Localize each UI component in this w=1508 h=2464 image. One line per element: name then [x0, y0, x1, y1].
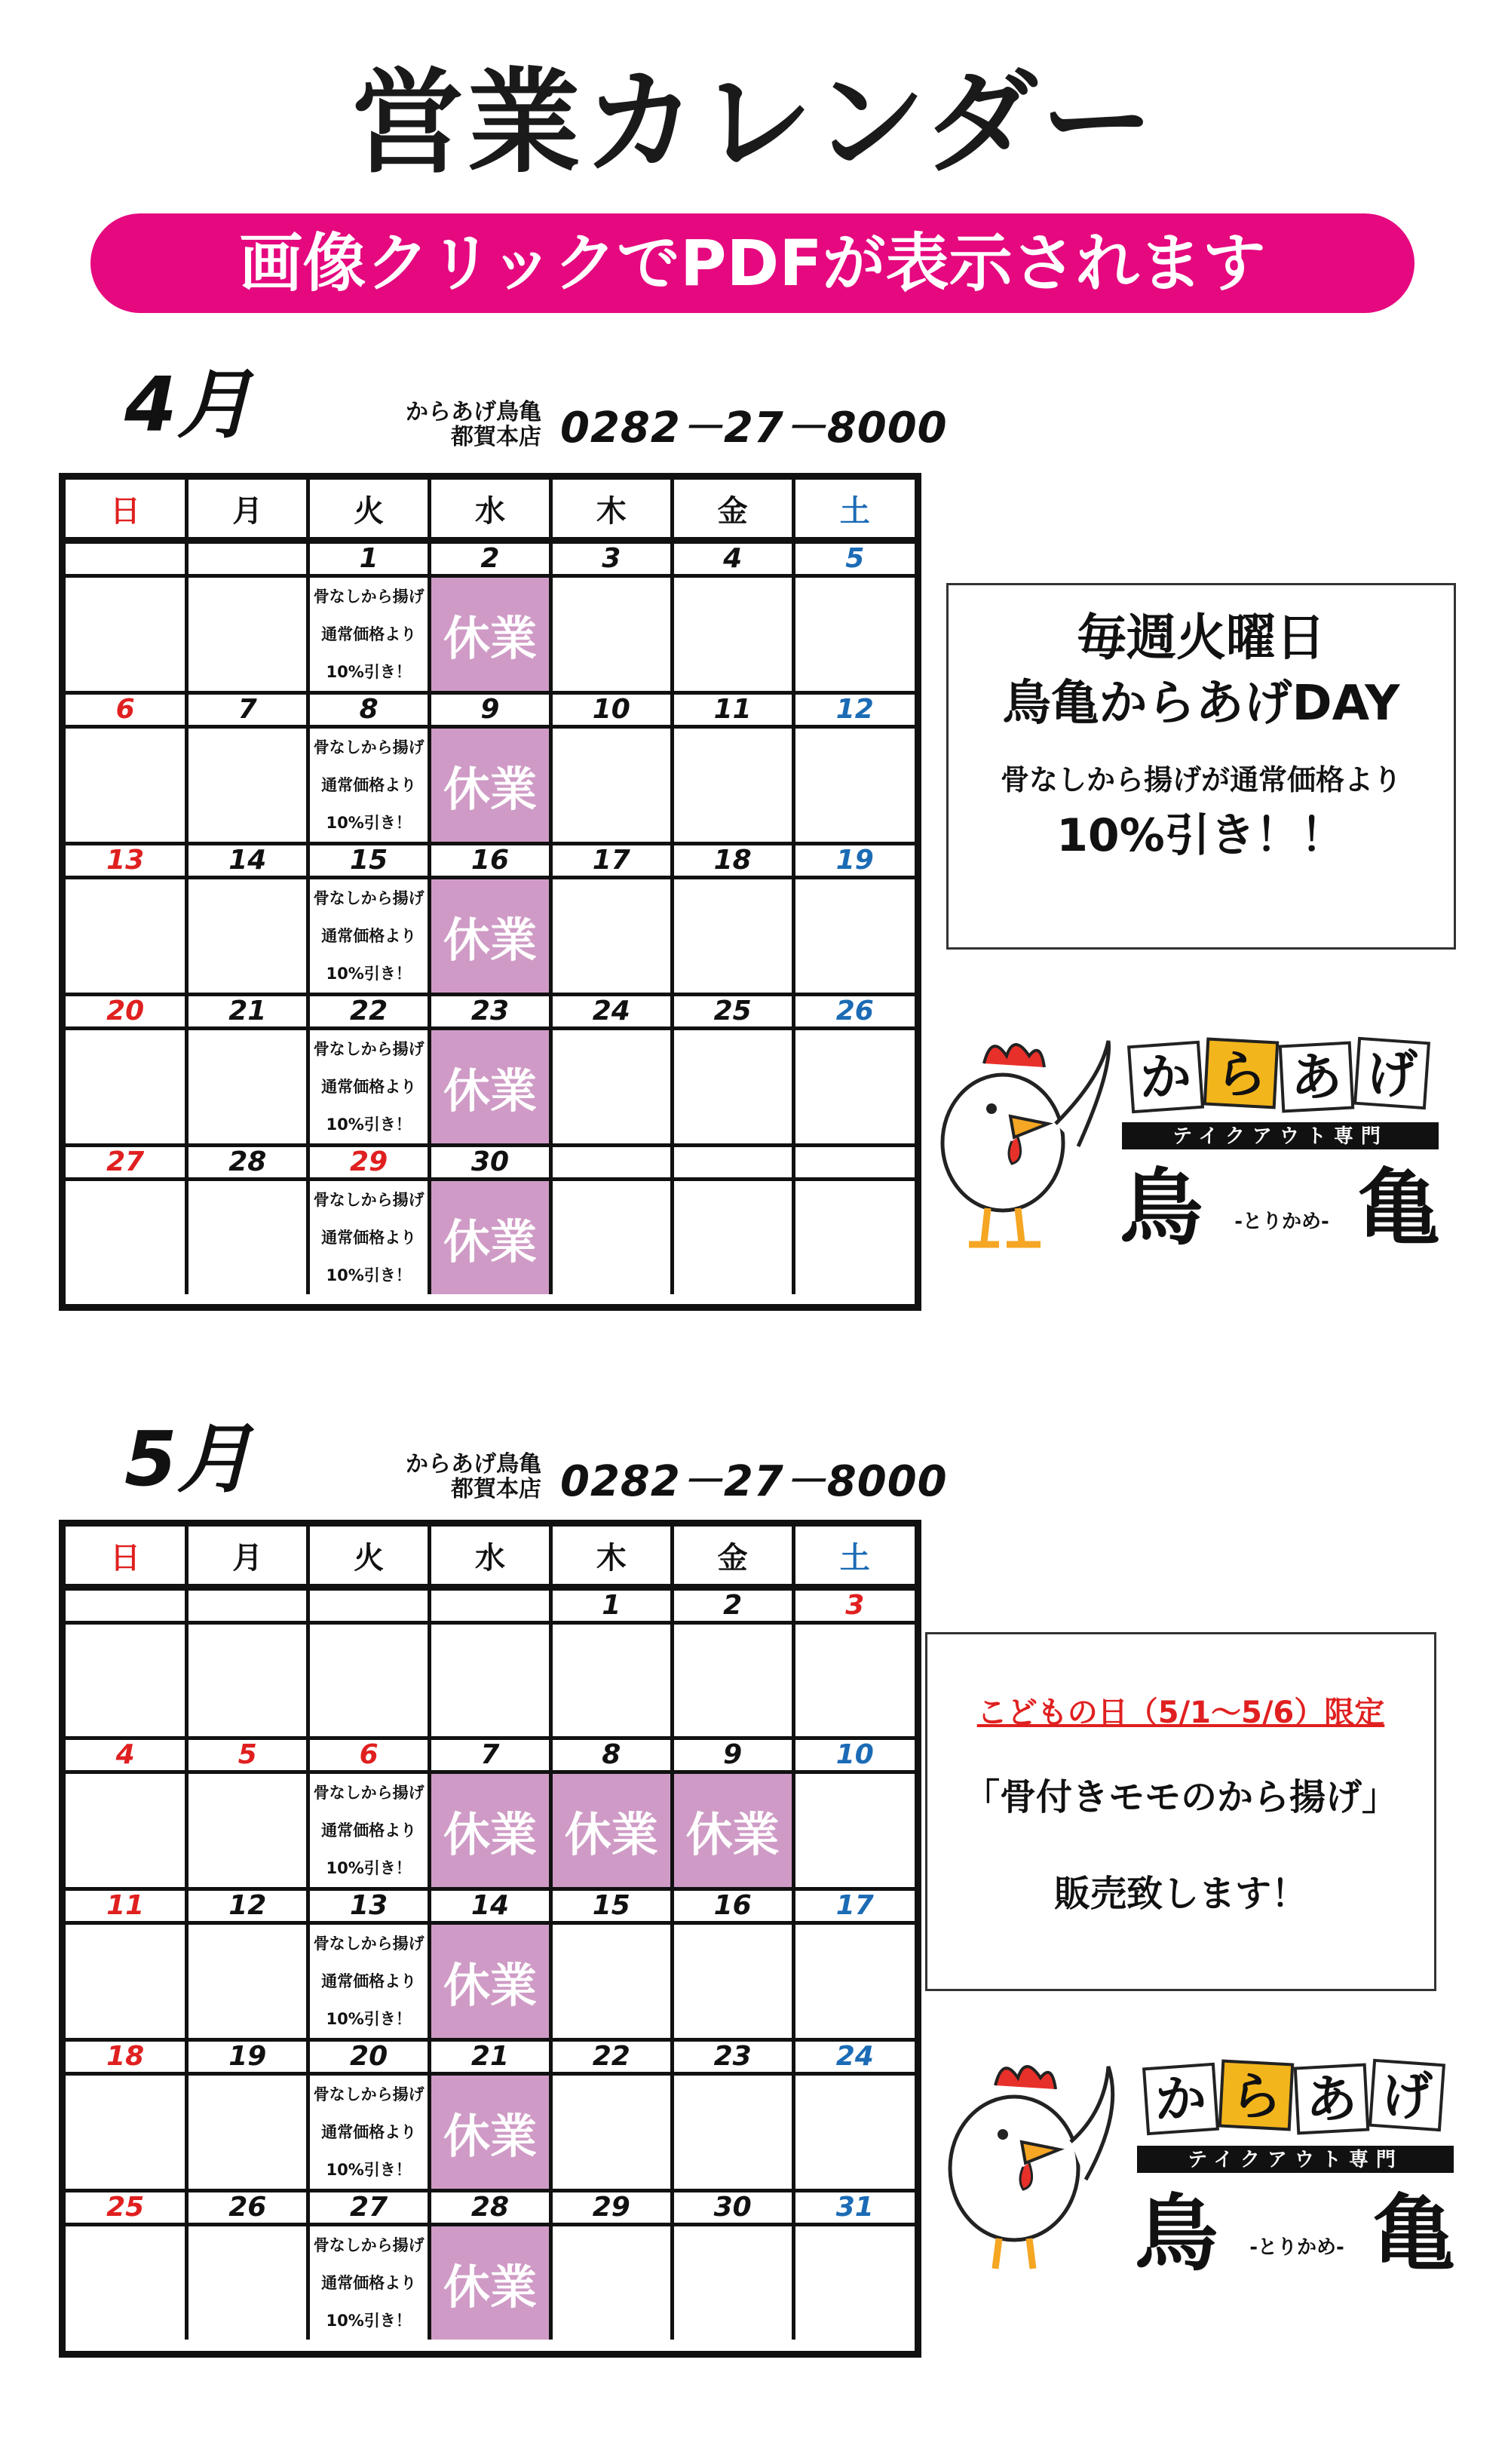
may-month-label: 5月: [124, 1415, 253, 1503]
day-number: 6: [308, 1738, 430, 1772]
day-number: 14: [187, 844, 308, 878]
day-cell: [550, 1923, 672, 2040]
promo-cell-text: 10%引き！: [326, 663, 412, 681]
day-cell: [793, 576, 915, 693]
karaage-torikame-logo: [912, 1011, 1455, 1252]
day-cell: [550, 2074, 672, 2191]
closed-day-cell: 休業: [430, 727, 551, 844]
logo-band-text: テイクアウト専門: [1188, 2149, 1403, 2171]
day-number: [308, 1588, 430, 1623]
day-number: 18: [66, 2040, 187, 2074]
logo-top-char-3: あ: [1290, 1048, 1343, 1108]
day-number: 26: [793, 995, 915, 1029]
day-cell: [187, 576, 308, 693]
day-number: [550, 1146, 672, 1180]
day-number: 5: [793, 541, 915, 576]
day-cell: [308, 1623, 430, 1738]
day-cell: [672, 1923, 793, 2040]
promo-cell-text: 骨なしから揚げ: [313, 2085, 425, 2103]
day-number: 19: [187, 2040, 308, 2074]
svg-text:あ: あ: [1305, 2070, 1358, 2130]
day-cell: [187, 727, 308, 844]
day-number: 28: [430, 2191, 551, 2225]
shop-name-line1: からあげ鳥亀: [406, 1451, 541, 1477]
day-cell: [672, 1029, 793, 1146]
promo-day-cell: [308, 2225, 430, 2340]
weekday-header: 土: [793, 480, 915, 541]
promo-day-cell: [308, 727, 430, 844]
day-number: 9: [430, 693, 551, 727]
promo-box-text: 販売致します！: [1053, 1872, 1307, 1915]
svg-text:げ: げ: [1381, 2067, 1433, 2127]
day-cell: [187, 2074, 308, 2191]
day-cell: [793, 1623, 915, 1738]
day-number: 7: [187, 693, 308, 727]
day-number: 6: [66, 693, 187, 727]
promo-cell-text: 10%引き！: [326, 1859, 412, 1877]
day-number: 1: [308, 541, 430, 576]
logo-name-1: 鳥: [1120, 1160, 1203, 1252]
promo-cell-text: 骨なしから揚げ: [313, 588, 425, 606]
closed-day-cell: 休業: [430, 2074, 551, 2191]
day-cell: [66, 1029, 187, 1146]
may-shop-name: [330, 1452, 541, 1502]
promo-box-heading: 毎週火曜日: [1077, 609, 1326, 667]
day-number: 30: [430, 1146, 551, 1180]
promo-cell-text: 通常価格より: [321, 927, 417, 945]
weekday-header: 金: [672, 1527, 793, 1588]
day-cell: [793, 2074, 915, 2191]
day-cell: [672, 878, 793, 995]
day-number: 23: [430, 995, 551, 1029]
day-number: 15: [308, 844, 430, 878]
day-cell: [793, 2225, 915, 2340]
day-cell: [66, 878, 187, 995]
day-cell: [793, 1772, 915, 1889]
day-number: 19: [793, 844, 915, 878]
promo-cell-text: 骨なしから揚げ: [313, 738, 425, 756]
day-number: 10: [793, 1738, 915, 1772]
day-number: 31: [793, 2191, 915, 2225]
day-cell: [793, 727, 915, 844]
svg-text:ら: ら: [1230, 2067, 1283, 2127]
day-cell: [550, 878, 672, 995]
day-cell: [672, 576, 793, 693]
day-number: 18: [672, 844, 793, 878]
shop-name-line2: 都賀本店: [451, 424, 541, 450]
day-number: 16: [672, 1889, 793, 1923]
logo-reading: -とりかめ-: [1249, 2236, 1344, 2259]
promo-cell-text: 10%引き！: [326, 814, 412, 832]
day-number: 25: [66, 2191, 187, 2225]
logo-top-char-2: ら: [1215, 1045, 1267, 1105]
day-number: 22: [308, 995, 430, 1029]
day-number: [672, 1146, 793, 1180]
weekday-header: 木: [550, 1527, 672, 1588]
promo-box-item: 「骨付きモモのから揚げ」: [963, 1776, 1398, 1818]
day-cell: [550, 727, 672, 844]
promo-cell-text: 10%引き！: [326, 2010, 412, 2028]
promo-cell-text: 骨なしから揚げ: [313, 2236, 425, 2254]
day-cell: [672, 2225, 793, 2340]
promo-cell-text: 通常価格より: [321, 2274, 417, 2292]
day-number: [793, 1146, 915, 1180]
logo-band-text: テイクアウト専門: [1172, 1125, 1388, 1148]
may-phone-number: 0282－27－8000: [560, 1457, 948, 1506]
promo-cell-text: 通常価格より: [321, 1229, 417, 1247]
day-cell: [66, 1180, 187, 1295]
day-cell: [66, 2225, 187, 2340]
day-number: 23: [672, 2040, 793, 2074]
day-number: 4: [66, 1738, 187, 1772]
promo-box-text: 骨なしから揚げが通常価格より: [1000, 763, 1402, 796]
day-number: 22: [550, 2040, 672, 2074]
closed-day-cell: 休業: [430, 878, 551, 995]
day-number: 13: [66, 844, 187, 878]
day-cell: [187, 1180, 308, 1295]
day-number: 2: [430, 541, 551, 576]
day-cell: [66, 727, 187, 844]
closed-day-cell: 休業: [672, 1772, 793, 1889]
day-number: 12: [187, 1889, 308, 1923]
day-cell: [66, 2074, 187, 2191]
promo-cell-text: 10%引き！: [326, 2312, 412, 2330]
april-shop-name: [330, 400, 541, 450]
day-number: 28: [187, 1146, 308, 1180]
day-number: 15: [550, 1889, 672, 1923]
day-cell: [187, 1029, 308, 1146]
weekday-header: 月: [187, 480, 308, 541]
day-cell: [672, 1180, 793, 1295]
day-number: 30: [672, 2191, 793, 2225]
day-number: 16: [430, 844, 551, 878]
day-cell: [550, 1029, 672, 1146]
chicken-mascot-icon: [950, 2067, 1113, 2269]
logo-name-2: 亀: [1357, 1160, 1440, 1252]
day-number: 21: [430, 2040, 551, 2074]
logo-reading: -とりかめ-: [1234, 1211, 1329, 1233]
april-phone-number: 0282－27－8000: [560, 404, 948, 453]
pdf-link-banner[interactable]: 画像クリックでPDFが表示されます: [90, 213, 1415, 313]
day-number: 10: [550, 693, 672, 727]
day-number: 8: [308, 693, 430, 727]
promo-box-heading: こどもの日（5/1～5/6）限定: [976, 1695, 1385, 1730]
day-number: 29: [550, 2191, 672, 2225]
promo-day-cell: [308, 2074, 430, 2191]
day-number: 29: [308, 1146, 430, 1180]
day-number: 12: [793, 693, 915, 727]
weekday-header: 水: [430, 1527, 551, 1588]
promo-cell-text: 骨なしから揚げ: [313, 1784, 425, 1802]
day-number: 9: [672, 1738, 793, 1772]
day-cell: [187, 1923, 308, 2040]
closed-day-cell: 休業: [550, 1772, 672, 1889]
day-number: [430, 1588, 551, 1623]
day-cell: [187, 2225, 308, 2340]
promo-cell-text: 通常価格より: [321, 776, 417, 794]
weekday-header: 日: [66, 1527, 187, 1588]
promo-day-cell: [308, 1180, 430, 1295]
day-number: [66, 1588, 187, 1623]
day-cell: [187, 1623, 308, 1738]
weekday-header: 土: [793, 1527, 915, 1588]
day-number: 20: [66, 995, 187, 1029]
weekday-header: 木: [550, 480, 672, 541]
promo-cell-text: 通常価格より: [321, 2123, 417, 2141]
promo-cell-text: 骨なしから揚げ: [313, 1935, 425, 1953]
promo-day-cell: [308, 1029, 430, 1146]
closed-day-cell: 休業: [430, 2225, 551, 2340]
weekday-header: 火: [308, 1527, 430, 1588]
day-cell: [550, 1623, 672, 1738]
day-number: 11: [66, 1889, 187, 1923]
day-number: 20: [308, 2040, 430, 2074]
day-number: 3: [550, 541, 672, 576]
april-month-label: 4月: [124, 361, 253, 449]
day-number: 14: [430, 1889, 551, 1923]
promo-day-cell: [308, 878, 430, 995]
karaage-torikame-logo-2: [920, 2029, 1463, 2278]
day-cell: [430, 1623, 551, 1738]
closed-day-cell: 休業: [430, 1180, 551, 1295]
day-cell: [672, 727, 793, 844]
day-cell: [66, 1923, 187, 2040]
day-cell: [550, 2225, 672, 2340]
day-cell: [793, 1029, 915, 1146]
day-number: [187, 541, 308, 576]
april-calendar: [59, 473, 921, 1311]
promo-day-cell: [308, 1923, 430, 2040]
day-cell: [672, 2074, 793, 2191]
day-number: 25: [672, 995, 793, 1029]
shop-name-line1: からあげ鳥亀: [406, 399, 541, 425]
promo-cell-text: 10%引き！: [326, 2161, 412, 2179]
day-number: 24: [550, 995, 672, 1029]
day-number: 26: [187, 2191, 308, 2225]
day-number: 27: [308, 2191, 430, 2225]
promo-cell-text: 10%引き！: [326, 965, 412, 983]
promo-cell-text: 通常価格より: [321, 1972, 417, 1990]
closed-day-cell: 休業: [430, 1772, 551, 1889]
may-calendar: [59, 1520, 921, 2358]
svg-text:か: か: [1154, 2070, 1207, 2130]
day-number: 13: [308, 1889, 430, 1923]
day-cell: [550, 1180, 672, 1295]
weekday-header: 火: [308, 480, 430, 541]
april-promo-box: [946, 583, 1456, 950]
day-number: 7: [430, 1738, 551, 1772]
day-cell: [187, 1772, 308, 1889]
day-cell: [793, 1923, 915, 2040]
day-number: 2: [672, 1588, 793, 1623]
day-number: [66, 541, 187, 576]
day-cell: [66, 576, 187, 693]
logo-top-char-4: げ: [1365, 1045, 1418, 1105]
day-cell: [793, 878, 915, 995]
promo-cell-text: 通常価格より: [321, 625, 417, 643]
promo-box-discount: 10%引き！！: [1056, 809, 1346, 862]
weekday-header: 金: [672, 480, 793, 541]
day-cell: [66, 1772, 187, 1889]
day-number: 4: [672, 541, 793, 576]
day-number: 21: [187, 995, 308, 1029]
promo-cell-text: 骨なしから揚げ: [313, 889, 425, 907]
day-number: 8: [550, 1738, 672, 1772]
logo-name-1: 鳥: [1135, 2186, 1218, 2278]
day-number: [187, 1588, 308, 1623]
logo-top-char-1: か: [1139, 1048, 1192, 1108]
promo-cell-text: 通常価格より: [321, 1821, 417, 1840]
chicken-mascot-icon: [942, 1041, 1109, 1244]
day-cell: [187, 878, 308, 995]
closed-day-cell: 休業: [430, 1029, 551, 1146]
day-cell: [66, 1623, 187, 1738]
day-number: 17: [550, 844, 672, 878]
shop-name-line2: 都賀本店: [451, 1476, 541, 1502]
day-cell: [793, 1180, 915, 1295]
day-number: 24: [793, 2040, 915, 2074]
closed-day-cell: 休業: [430, 576, 551, 693]
day-number: 3: [793, 1588, 915, 1623]
day-cell: [672, 1623, 793, 1738]
promo-cell-text: 10%引き！: [326, 1266, 412, 1284]
day-number: 5: [187, 1738, 308, 1772]
logo-name-2: 亀: [1372, 2186, 1455, 2278]
page-title: 営業カレンダー: [351, 57, 1157, 189]
may-promo-box: [925, 1632, 1436, 1991]
weekday-header: 水: [430, 480, 551, 541]
promo-day-cell: [308, 576, 430, 693]
weekday-header: 月: [187, 1527, 308, 1588]
promo-day-cell: [308, 1772, 430, 1889]
promo-cell-text: 10%引き！: [326, 1115, 412, 1134]
day-number: 27: [66, 1146, 187, 1180]
day-number: 1: [550, 1588, 672, 1623]
closed-day-cell: 休業: [430, 1923, 551, 2040]
promo-cell-text: 骨なしから揚げ: [313, 1040, 425, 1058]
day-number: 17: [793, 1889, 915, 1923]
day-number: 11: [672, 693, 793, 727]
promo-cell-text: 通常価格より: [321, 1078, 417, 1096]
day-cell: [550, 576, 672, 693]
promo-box-subheading: 鳥亀からあげDAY: [1002, 676, 1400, 732]
weekday-header: 日: [66, 480, 187, 541]
promo-cell-text: 骨なしから揚げ: [313, 1191, 425, 1209]
